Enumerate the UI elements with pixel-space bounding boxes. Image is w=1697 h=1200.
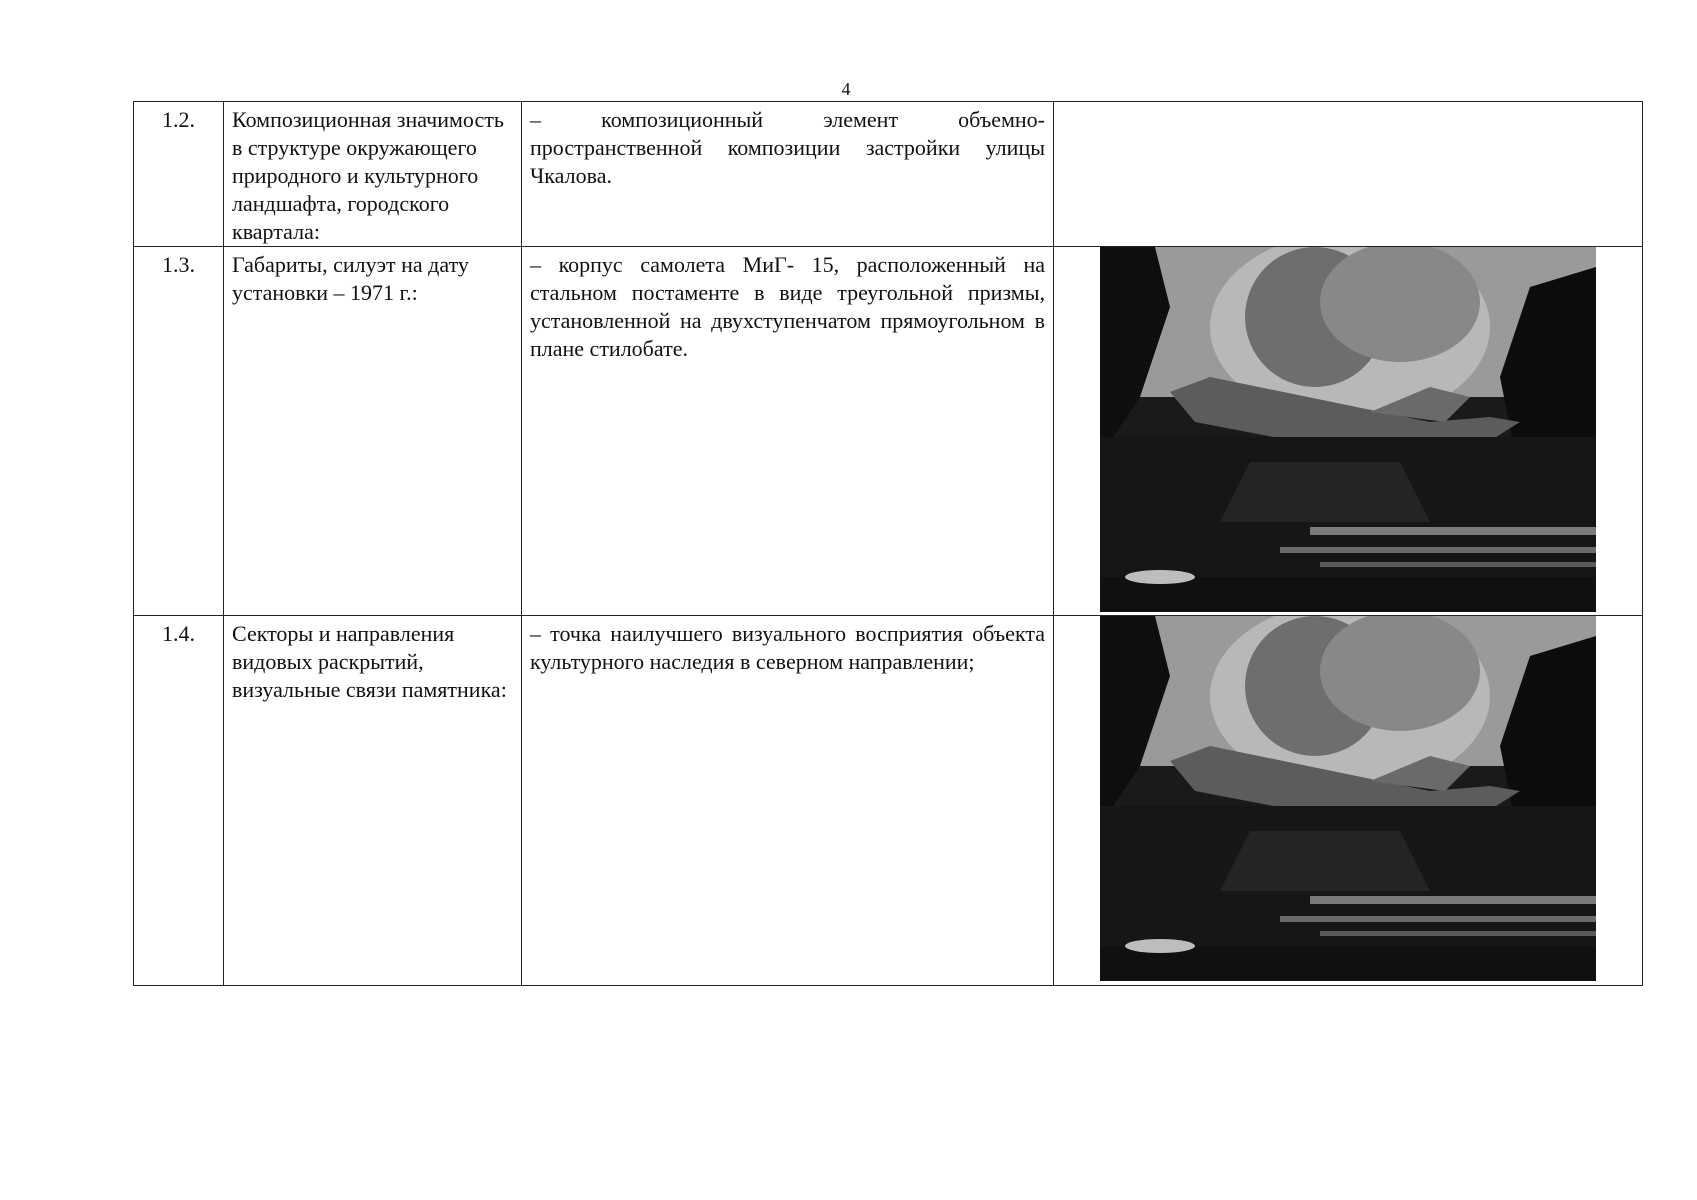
monument-info-table [133, 101, 1643, 986]
row-description: – корпус самолета МиГ- 15, расположенный на стальном постаменте в виде треугольной призмы, установленной на двухступенчатом прямоугольном в плане стилобате. [522, 247, 1054, 616]
row-number: 1.2. [134, 102, 224, 247]
row-title: Габариты, силуэт на дату установки – 1971 г.: [224, 247, 522, 616]
table-row [134, 102, 1643, 247]
table-row [134, 616, 1643, 986]
monument-photo [1100, 616, 1596, 981]
row-description: – композиционный элемент объемно-пространственной композиции застройки улицы Чкалова. [522, 102, 1054, 247]
row-description: – точка наилучшего визуального восприятия объекта культурного наследия в северном направлении; [522, 616, 1054, 986]
row-image-cell [1054, 616, 1643, 986]
row-image-cell [1054, 247, 1643, 616]
monument-photo [1100, 247, 1596, 612]
row-number: 1.4. [134, 616, 224, 986]
row-title: Композиционная значимость в структуре окружающего природного и культурного ландшафта, городского квартала: [224, 102, 522, 247]
table-row [134, 247, 1643, 616]
row-number: 1.3. [134, 247, 224, 616]
row-title: Секторы и направления видовых раскрытий, визуальные связи памятника: [224, 616, 522, 986]
row-image-cell [1054, 102, 1643, 247]
page-number: 4 [841, 79, 851, 99]
